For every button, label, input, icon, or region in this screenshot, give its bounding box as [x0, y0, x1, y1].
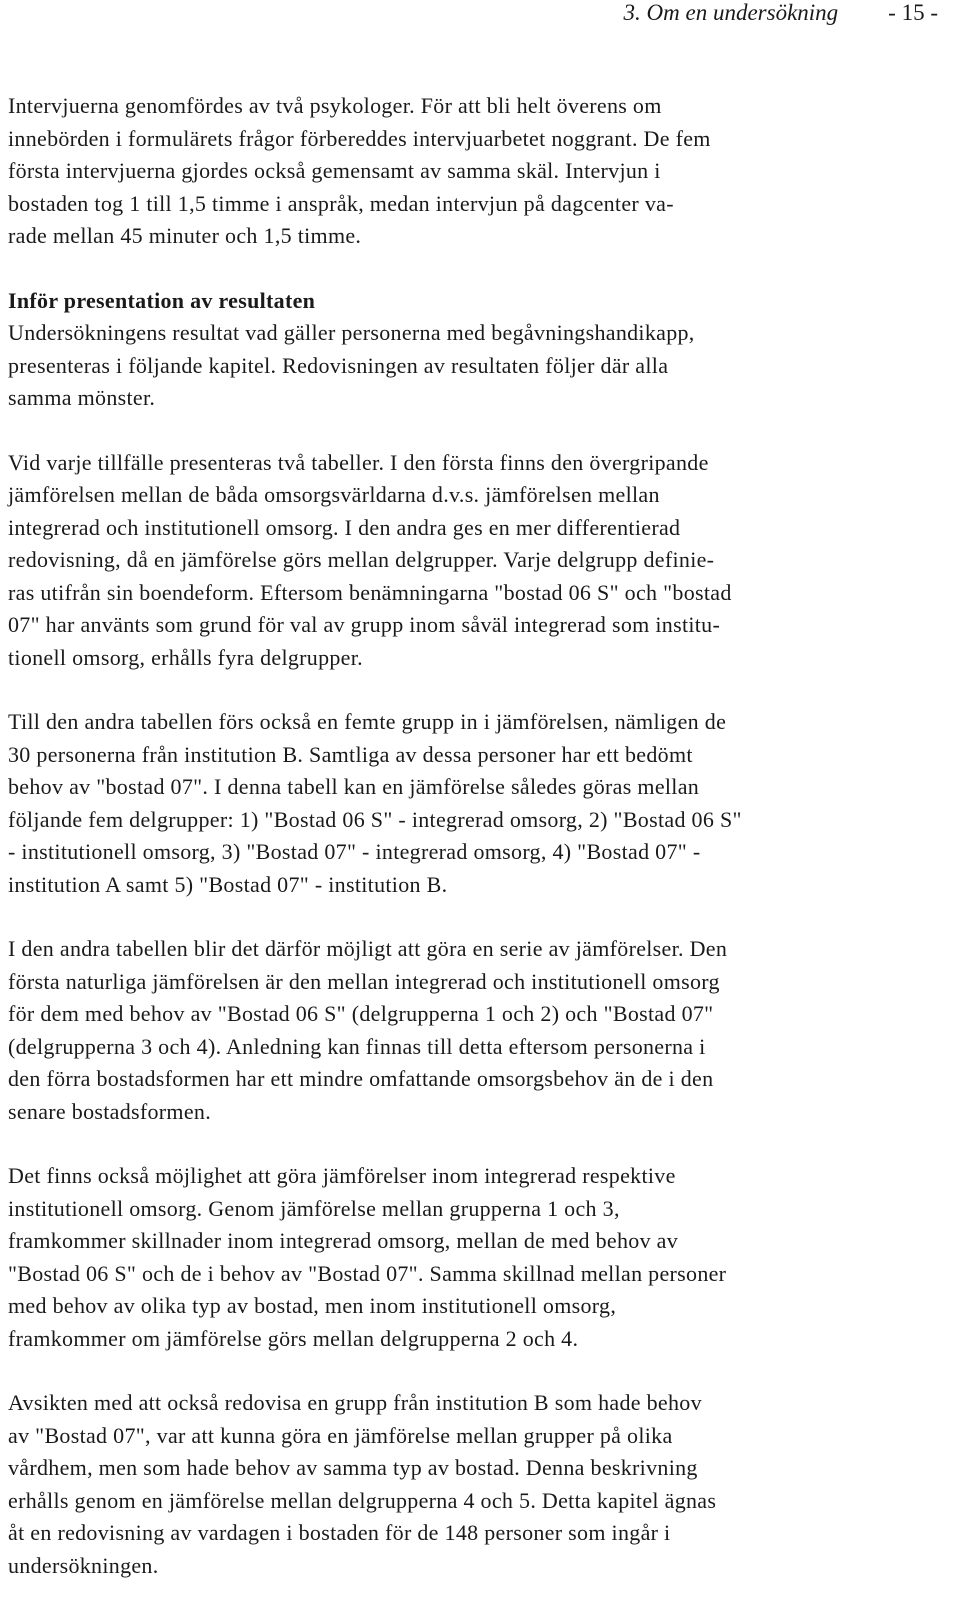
text-line: institutionell omsorg. Genom jämförelse mellan grupperna 1 och 3, [8, 1195, 620, 1221]
page-number: - 15 - [888, 0, 938, 25]
text-line: Det finns också möjlighet att göra jämförelser inom integrerad respektive [8, 1163, 676, 1188]
paragraph-gap [8, 415, 938, 447]
chapter-title: 3. Om en undersökning [623, 0, 839, 25]
text-line: "Bostad 06 S" och de i behov av "Bostad 07". Samma skillnad mellan personer [8, 1260, 727, 1286]
text-line: med behov av olika typ av bostad, men inom institutionell omsorg, [8, 1293, 617, 1318]
text-line: presenteras i följande kapitel. Redovisningen av resultaten följer där alla [8, 352, 669, 378]
paragraph-gap [8, 253, 938, 285]
text-line: för dem med behov av "Bostad 06 S" (delgrupperna 1 och 2) och "Bostad 07" [8, 1001, 714, 1026]
paragraph-fifth-group [8, 706, 938, 901]
text-line: bostaden tog 1 till 1,5 timme i anspråk, medan intervjun på dagcenter va- [8, 190, 674, 216]
text-line: den förra bostadsformen har ett mindre omfattande omsorgsbehov än de i den [8, 1066, 714, 1091]
text-line: institution A samt 5) "Bostad 07" - institution B. [8, 871, 448, 897]
text-line: första intervjuerna gjordes också gemensamt av samma skäl. Intervjun i [8, 158, 661, 183]
text-line: Till den andra tabellen förs också en femte grupp in i jämförelsen, nämligen de [8, 709, 727, 734]
text-line: senare bostadsformen. [8, 1098, 212, 1124]
text-line: redovisning, då en jämförelse görs mellan delgrupper. Varje delgrupp definie- [8, 547, 715, 572]
text-line: I den andra tabellen blir det därför möjligt att göra en serie av jämförelser. Den [8, 936, 728, 961]
text-line: åt en redovisning av vardagen i bostaden för de 148 personer som ingår i [8, 1520, 671, 1545]
text-line: (delgrupperna 3 och 4). Anledning kan finnas till detta eftersom personerna i [8, 1033, 706, 1059]
text-line: 30 personerna från institution B. Samtliga av dessa personer har ett bedömt [8, 741, 693, 767]
text-line: innebörden i formulärets frågor förbereddes intervjuarbetet noggrant. De fem [8, 125, 711, 151]
section-heading: Inför presentation av resultaten [8, 287, 316, 313]
text-line: Avsikten med att också redovisa en grupp från institution B som hade behov [8, 1390, 702, 1415]
text-line: behov av "bostad 07". I denna tabell kan en jämförelse således göras mellan [8, 774, 700, 799]
paragraph-comparisons [8, 933, 938, 1128]
text-line: framkommer om jämförelse görs mellan delgrupperna 2 och 4. [8, 1325, 579, 1351]
paragraph-gap [8, 1355, 938, 1387]
text-line: följande fem delgrupper: 1) "Bostad 06 S" - integrerad omsorg, 2) "Bostad 06 S" [8, 806, 742, 832]
page-header [624, 0, 938, 28]
paragraph-presentation [8, 285, 938, 415]
text-line: Intervjuerna genomfördes av två psykologer. För att bli helt överens om [8, 93, 662, 118]
paragraph-purpose [8, 1387, 938, 1582]
text-line: vårdhem, men som hade behov av samma typ av bostad. Denna beskrivning [8, 1455, 698, 1480]
paragraph-interviews [8, 90, 938, 253]
document-body [8, 90, 938, 1582]
text-line: - institutionell omsorg, 3) "Bostad 07" - integrerad omsorg, 4) "Bostad 07" - [8, 839, 701, 864]
text-line: av "Bostad 07", var att kunna göra en jämförelse mellan grupper på olika [8, 1422, 673, 1448]
text-line: första naturliga jämförelsen är den mellan integrerad och institutionell omsorg [8, 968, 720, 994]
text-line: samma mönster. [8, 385, 156, 410]
text-line: Undersökningens resultat vad gäller personerna med begåvningshandikapp, [8, 320, 695, 345]
paragraph-within-comparisons [8, 1160, 938, 1355]
text-line: erhålls genom en jämförelse mellan delgrupperna 4 och 5. Detta kapitel ägnas [8, 1487, 717, 1513]
text-line: Vid varje tillfälle presenteras två tabeller. I den första finns den övergripande [8, 449, 709, 475]
text-line: 07" har använts som grund för val av grupp inom såväl integrerad som institu- [8, 612, 721, 637]
text-line: integrerad och institutionell omsorg. I den andra ges en mer differentierad [8, 514, 681, 540]
text-line: framkommer skillnader inom integrerad omsorg, mellan de med behov av [8, 1228, 679, 1253]
paragraph-gap [8, 1128, 938, 1160]
text-line: ras utifrån sin boendeform. Eftersom benämningarna "bostad 06 S" och "bostad [8, 579, 732, 605]
paragraph-gap [8, 901, 938, 933]
text-line: rade mellan 45 minuter och 1,5 timme. [8, 223, 362, 248]
paragraph-gap [8, 674, 938, 706]
paragraph-tables [8, 447, 938, 675]
text-line: tionell omsorg, erhålls fyra delgrupper. [8, 644, 363, 670]
text-line: undersökningen. [8, 1552, 159, 1578]
text-line: jämförelsen mellan de båda omsorgsvärldarna d.v.s. jämförelsen mellan [8, 482, 660, 507]
